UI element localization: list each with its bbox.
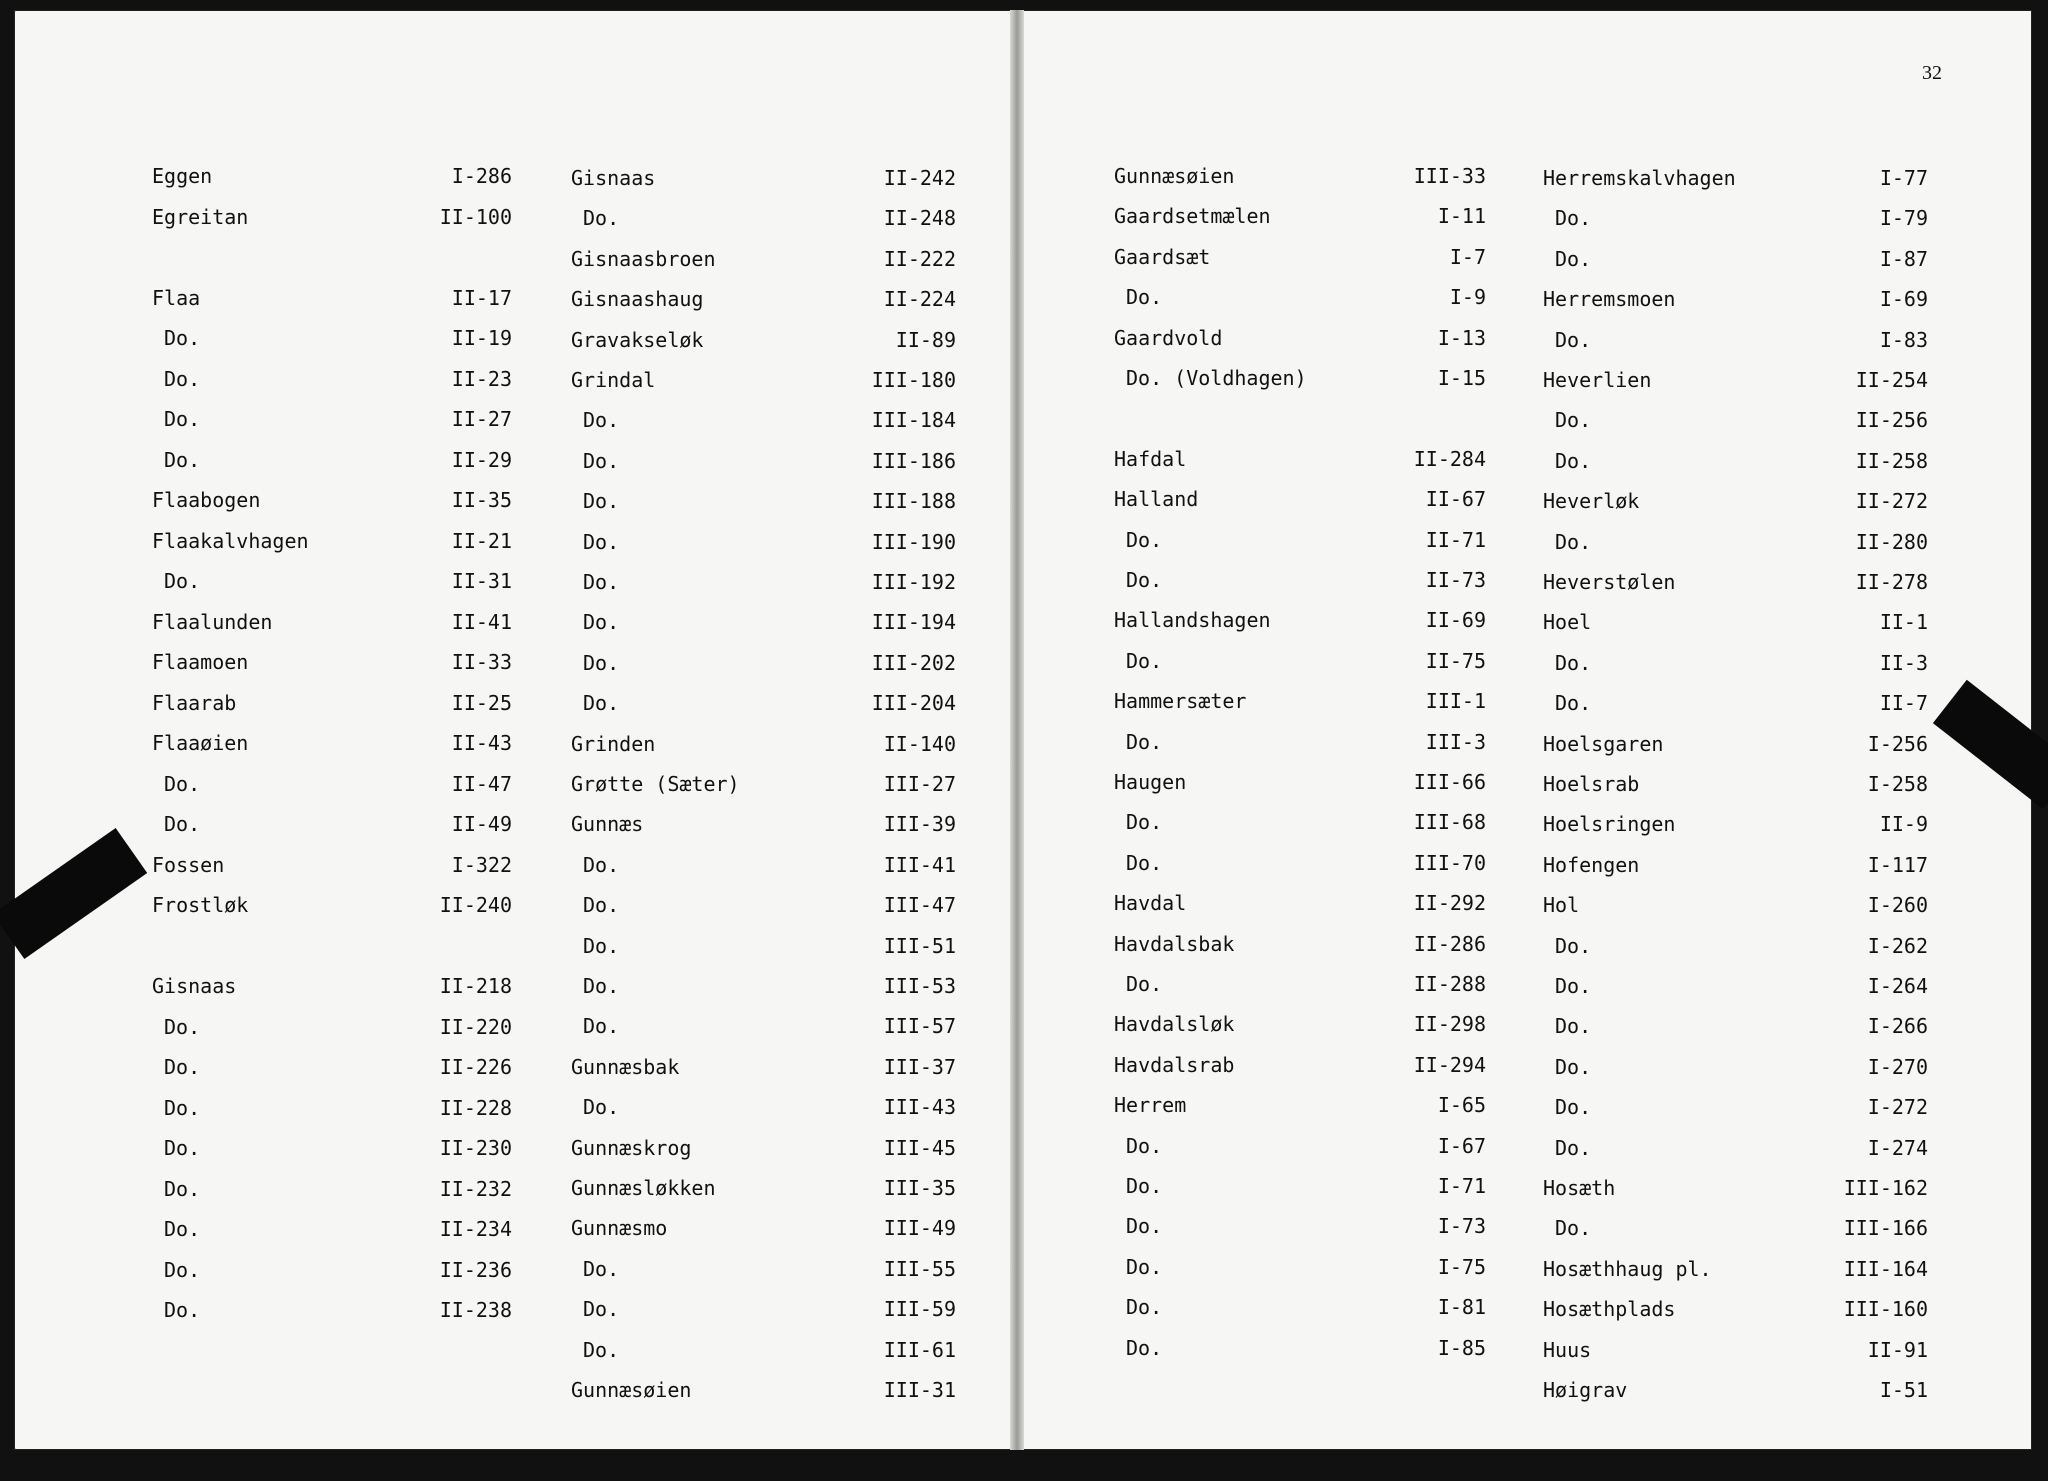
entry-name: Haugen	[1114, 770, 1187, 794]
entry-name: Halland	[1114, 487, 1199, 512]
entry-reference: II-33	[451, 650, 512, 674]
entry-reference: III-53	[883, 974, 956, 998]
entry-name: Hafdal	[1114, 446, 1187, 471]
entry-name: Do.	[1555, 1135, 1592, 1160]
entry-reference: I-7	[1449, 244, 1486, 269]
entry-name: Do.	[583, 691, 620, 716]
entry-reference: II-256	[1855, 408, 1928, 433]
entry-reference: II-232	[439, 1176, 512, 1201]
entry-name: Hol	[1543, 893, 1580, 918]
entry-name: Gunnæsøien	[1114, 164, 1235, 188]
entry-name: Do.	[164, 1014, 201, 1039]
entry-name: Havdalsbak	[1114, 931, 1235, 956]
entry-reference: II-9	[1879, 812, 1928, 837]
entry-name: Do.	[164, 1136, 201, 1160]
entry-reference: III-51	[883, 933, 956, 958]
entry-name: Do.	[1555, 1216, 1592, 1241]
entry-name: Eggen	[152, 164, 213, 188]
entry-reference: III-41	[883, 852, 956, 877]
entry-name: Gisnaashaug	[571, 287, 704, 312]
entry-name: Do.	[1555, 1014, 1592, 1039]
entry-name: Do.	[164, 1298, 201, 1322]
entry-name: Hosæthhaug pl.	[1543, 1256, 1712, 1281]
entry-reference: II-89	[895, 327, 956, 352]
entry-name: Do. (Voldhagen)	[1126, 366, 1307, 390]
entry-name: Do.	[1126, 285, 1163, 310]
entry-name: Huus	[1543, 1337, 1592, 1362]
entry-name: Do.	[583, 1014, 620, 1039]
entry-name: Hoel	[1543, 610, 1592, 635]
entry-name: Do.	[164, 1176, 201, 1201]
entry-reference: I-71	[1437, 1174, 1486, 1198]
entry-reference: III-166	[1843, 1216, 1928, 1241]
entry-reference: I-266	[1867, 1014, 1928, 1039]
entry-name: Hoelsrab	[1543, 772, 1640, 796]
entry-reference: III-180	[871, 368, 956, 392]
entry-name: Do.	[583, 650, 620, 675]
entry-reference: I-69	[1879, 287, 1928, 312]
entry-reference: II-272	[1855, 489, 1928, 514]
entry-reference: III-59	[883, 1297, 956, 1322]
entry-reference: II-41	[451, 609, 512, 634]
entry-reference: II-23	[451, 366, 512, 391]
entry-reference: II-19	[451, 326, 512, 350]
entry-name: Gisnaas	[152, 974, 237, 998]
entry-name: Do.	[1126, 527, 1163, 552]
entry-reference: III-160	[1843, 1297, 1928, 1322]
entry-reference: III-184	[871, 408, 956, 433]
entry-name: Heverlien	[1543, 368, 1652, 392]
entry-reference: I-13	[1437, 325, 1486, 350]
entry-name: Do.	[583, 408, 620, 433]
entry-name: Gunnæsløkken	[571, 1176, 716, 1200]
entry-reference: II-100	[439, 204, 512, 229]
entry-reference: II-240	[439, 893, 512, 917]
entry-reference: II-7	[1879, 691, 1928, 716]
entry-reference: I-11	[1437, 204, 1486, 229]
entry-name: Do.	[1126, 1174, 1163, 1198]
entry-reference: I-256	[1867, 731, 1928, 756]
entry-name: Do.	[583, 448, 620, 473]
entry-reference: II-73	[1425, 568, 1486, 592]
entry-reference: II-220	[439, 1014, 512, 1039]
entry-reference: I-258	[1867, 772, 1928, 796]
entry-name: Grinden	[571, 731, 656, 756]
entry-reference: III-1	[1425, 689, 1486, 714]
entry-name: Do.	[1126, 729, 1163, 754]
entry-reference: III-55	[883, 1256, 956, 1281]
entry-reference: II-25	[451, 690, 512, 715]
entry-name: Hallandshagen	[1114, 608, 1271, 633]
entry-name: Flaalunden	[152, 609, 273, 634]
entry-reference: III-204	[871, 691, 956, 716]
entry-name: Hofengen	[1543, 852, 1640, 877]
entry-name: Do.	[1126, 810, 1163, 835]
entry-name: Do.	[164, 1095, 201, 1120]
entry-name: Do.	[1126, 1295, 1163, 1320]
entry-reference: III-47	[883, 893, 956, 918]
entry-reference: II-298	[1413, 1012, 1486, 1037]
entry-name: Do.	[164, 812, 201, 836]
entry-name: Gravakseløk	[571, 327, 704, 352]
entry-reference: II-254	[1855, 368, 1928, 392]
entry-reference: III-186	[871, 448, 956, 473]
entry-name: Havdalsløk	[1114, 1012, 1235, 1037]
entry-reference: I-85	[1437, 1335, 1486, 1360]
entry-reference: III-202	[871, 650, 956, 675]
entry-name: Gunnæs	[571, 812, 644, 837]
entry-name: Fossen	[152, 852, 225, 877]
entry-reference: II-29	[451, 447, 512, 472]
entry-name: Do.	[583, 489, 620, 514]
entry-reference: I-67	[1437, 1133, 1486, 1158]
entry-name: Do.	[583, 610, 620, 635]
entry-name: Grøtte (Sæter)	[571, 772, 740, 796]
entry-name: Herrem	[1114, 1093, 1187, 1118]
entry-name: Heverstølen	[1543, 570, 1676, 594]
entry-reference: I-117	[1867, 852, 1928, 877]
entry-name: Flaakalvhagen	[152, 528, 309, 553]
entry-name: Do.	[164, 1055, 201, 1079]
entry-name: Do.	[1555, 1095, 1592, 1120]
entry-reference: II-71	[1425, 527, 1486, 552]
entry-name: Hoelsringen	[1543, 812, 1676, 837]
entry-reference: III-194	[871, 610, 956, 635]
entry-name: Gunnæsbak	[571, 1054, 680, 1079]
entry-name: Hoelsgaren	[1543, 731, 1664, 756]
entry-name: Do.	[164, 771, 201, 796]
entry-reference: II-222	[883, 246, 956, 271]
entry-reference: III-70	[1413, 850, 1486, 875]
entry-name: Do.	[164, 1217, 201, 1241]
entry-reference: II-228	[439, 1095, 512, 1120]
entry-reference: I-87	[1879, 246, 1928, 271]
entry-reference: I-272	[1867, 1095, 1928, 1120]
entry-reference: II-67	[1425, 487, 1486, 512]
entry-reference: III-39	[883, 812, 956, 837]
entry-reference: I-9	[1449, 285, 1486, 310]
entry-name: Do.	[583, 852, 620, 877]
entry-name: Do.	[164, 407, 201, 431]
entry-name: Grindal	[571, 368, 656, 392]
entry-reference: I-15	[1437, 366, 1486, 390]
entry-name: Do.	[1555, 408, 1592, 433]
entry-reference: II-43	[451, 731, 512, 755]
entry-reference: I-75	[1437, 1254, 1486, 1279]
entry-name: Frostløk	[152, 893, 249, 917]
entry-reference: II-294	[1413, 1052, 1486, 1077]
entry-reference: III-27	[883, 772, 956, 796]
entry-name: Do.	[164, 366, 201, 391]
entry-reference: III-33	[1413, 164, 1486, 188]
entry-reference: III-45	[883, 1135, 956, 1160]
entry-name: Do.	[1555, 691, 1592, 716]
entry-name: Do.	[1126, 850, 1163, 875]
entry-name: Gunnæskrog	[571, 1135, 692, 1160]
entry-name: Do.	[583, 1337, 620, 1362]
entry-name: Do.	[1126, 568, 1163, 592]
entry-name: Do.	[164, 1257, 201, 1282]
entry-name: Do.	[1126, 1133, 1163, 1158]
entry-reference: II-292	[1413, 891, 1486, 916]
entry-reference: II-140	[883, 731, 956, 756]
entry-name: Do.	[583, 933, 620, 958]
entry-name: Gisnaas	[571, 166, 656, 190]
entry-name: Gaardsetmælen	[1114, 204, 1271, 229]
entry-reference: I-79	[1879, 206, 1928, 231]
entry-reference: I-286	[451, 164, 512, 188]
entry-name: Do.	[1126, 648, 1163, 673]
entry-reference: III-61	[883, 1337, 956, 1362]
entry-reference: I-77	[1879, 166, 1928, 190]
entry-name: Do.	[1555, 246, 1592, 271]
entry-reference: III-57	[883, 1014, 956, 1039]
entry-reference: II-234	[439, 1217, 512, 1241]
entry-reference: II-49	[451, 812, 512, 836]
entry-reference: I-51	[1879, 1378, 1928, 1402]
entry-reference: I-262	[1867, 933, 1928, 958]
entry-reference: III-31	[883, 1378, 956, 1402]
entry-name: Do.	[1126, 1214, 1163, 1239]
entry-reference: II-17	[451, 285, 512, 310]
entry-reference: III-192	[871, 570, 956, 594]
entry-name: Do.	[1555, 650, 1592, 675]
entry-reference: II-3	[1879, 650, 1928, 675]
entry-name: Do.	[583, 974, 620, 998]
entry-name: Heverløk	[1543, 489, 1640, 514]
entry-reference: I-270	[1867, 1054, 1928, 1079]
entry-name: Do.	[1555, 1054, 1592, 1079]
entry-name: Do.	[1555, 933, 1592, 958]
entry-reference: II-47	[451, 771, 512, 796]
entry-name: Do.	[1555, 529, 1592, 554]
entry-reference: II-218	[439, 974, 512, 998]
entry-name: Do.	[583, 570, 620, 594]
entry-reference: II-35	[451, 488, 512, 512]
entry-reference: I-73	[1437, 1214, 1486, 1239]
entry-name: Flaabogen	[152, 488, 261, 512]
entry-reference: III-164	[1843, 1256, 1928, 1281]
entry-reference: II-286	[1413, 931, 1486, 956]
entry-name: Egreitan	[152, 204, 249, 229]
entry-name: Havdalsrab	[1114, 1052, 1235, 1077]
entry-name: Flaa	[152, 285, 201, 310]
entry-reference: II-69	[1425, 608, 1486, 633]
entry-reference: II-280	[1855, 529, 1928, 554]
entry-name: Gaardvold	[1114, 325, 1223, 350]
entry-name: Do.	[1555, 448, 1592, 473]
entry-name: Flaaøien	[152, 731, 249, 755]
entry-reference: III-37	[883, 1054, 956, 1079]
entry-reference: II-258	[1855, 448, 1928, 473]
entry-reference: I-264	[1867, 974, 1928, 998]
entry-name: Herremsmoen	[1543, 287, 1676, 312]
entry-reference: II-21	[451, 528, 512, 553]
entry-reference: I-81	[1437, 1295, 1486, 1320]
entry-name: Do.	[164, 447, 201, 472]
entry-reference: II-242	[883, 166, 956, 190]
entry-reference: II-1	[1879, 610, 1928, 635]
entry-reference: II-226	[439, 1055, 512, 1079]
entry-reference: II-27	[451, 407, 512, 431]
entry-reference: II-278	[1855, 570, 1928, 594]
entry-reference: I-65	[1437, 1093, 1486, 1118]
entry-name: Herremskalvhagen	[1543, 166, 1736, 190]
entry-reference: II-236	[439, 1257, 512, 1282]
entry-name: Høigrav	[1543, 1378, 1628, 1402]
entry-name: Gunnæsøien	[571, 1378, 692, 1402]
entry-reference: II-224	[883, 287, 956, 312]
entry-reference: III-43	[883, 1095, 956, 1120]
entry-reference: I-83	[1879, 327, 1928, 352]
entry-name: Do.	[1126, 1335, 1163, 1360]
entry-reference: III-190	[871, 529, 956, 554]
entry-reference: II-248	[883, 206, 956, 231]
entry-name: Havdal	[1114, 891, 1187, 916]
entry-name: Do.	[164, 569, 201, 593]
entry-reference: II-75	[1425, 648, 1486, 673]
entry-name: Gunnæsmo	[571, 1216, 668, 1241]
entry-name: Do.	[583, 1095, 620, 1120]
entry-name: Gaardsæt	[1114, 244, 1211, 269]
entry-reference: III-49	[883, 1216, 956, 1241]
entry-reference: I-274	[1867, 1135, 1928, 1160]
entry-reference: III-35	[883, 1176, 956, 1200]
entry-name: Flaamoen	[152, 650, 249, 674]
entry-reference: II-230	[439, 1136, 512, 1160]
entry-reference: III-162	[1843, 1176, 1928, 1200]
entry-reference: II-91	[1867, 1337, 1928, 1362]
entry-name: Gisnaasbroen	[571, 246, 716, 271]
entry-name: Flaarab	[152, 690, 237, 715]
entry-name: Do.	[1126, 1254, 1163, 1279]
entry-name: Do.	[164, 326, 201, 350]
entry-reference: II-238	[439, 1298, 512, 1322]
entry-name: Do.	[583, 893, 620, 918]
entry-name: Hosæth	[1543, 1176, 1616, 1200]
entry-name: Do.	[1126, 972, 1163, 996]
entry-reference: III-66	[1413, 770, 1486, 794]
entry-name: Hosæthplads	[1543, 1297, 1676, 1322]
entry-reference: II-284	[1413, 446, 1486, 471]
entry-reference: I-322	[451, 852, 512, 877]
book-gutter	[1010, 10, 1024, 1450]
entry-name: Do.	[1555, 206, 1592, 231]
entry-reference: III-3	[1425, 729, 1486, 754]
entry-name: Do.	[1555, 974, 1592, 998]
page-number: 32	[1922, 62, 1942, 84]
entry-reference: III-68	[1413, 810, 1486, 835]
entry-name: Do.	[1555, 327, 1592, 352]
entry-reference: II-31	[451, 569, 512, 593]
entry-name: Do.	[583, 1297, 620, 1322]
entry-reference: II-288	[1413, 972, 1486, 996]
entry-reference: I-260	[1867, 893, 1928, 918]
entry-reference: III-188	[871, 489, 956, 514]
entry-name: Do.	[583, 1256, 620, 1281]
entry-name: Do.	[583, 206, 620, 231]
entry-name: Hammersæter	[1114, 689, 1247, 714]
entry-name: Do.	[583, 529, 620, 554]
